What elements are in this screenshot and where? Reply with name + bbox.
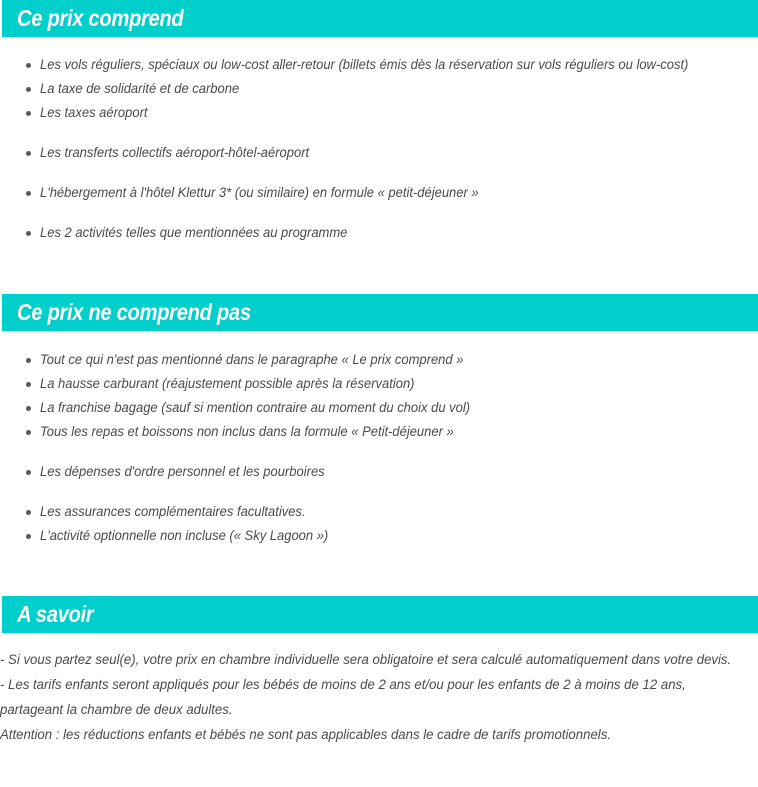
section-header-not-included: [2, 294, 758, 331]
bullet-dot-icon: [26, 63, 31, 68]
note-paragraph: [0, 673, 750, 723]
list-item: [0, 529, 758, 544]
bullet-dot-icon: [26, 111, 31, 116]
bullet-dot-icon: [26, 191, 31, 196]
bullet-dot-icon: [26, 382, 31, 387]
list-item-text: Les assurances complémentaires facultatives.: [40, 504, 306, 520]
note-text: Attention : les réductions enfants et bébés ne sont pas applicables dans le cadre de tarifs promotionnels.: [0, 727, 611, 743]
section-header-good-to-know: [2, 596, 758, 633]
bullet-dot-icon: [26, 430, 31, 435]
section-title-not-included: Ce prix ne comprend pas: [17, 299, 251, 325]
good-to-know-notes: [0, 648, 758, 748]
list-item: [0, 226, 758, 241]
list-item-text: L'activité optionnelle non incluse (« Sky Lagoon »): [40, 528, 329, 544]
list-item: [0, 465, 758, 480]
section-title-good-to-know: A savoir: [17, 601, 94, 627]
bullet-dot-icon: [26, 358, 31, 363]
list-item: [0, 353, 758, 368]
note-paragraph: [0, 723, 750, 748]
list-item-text: Les dépenses d'ordre personnel et les pourboires: [40, 464, 325, 480]
list-item-text: Tous les repas et boissons non inclus dans la formule « Petit-déjeuner »: [40, 424, 454, 440]
list-item-text: Les taxes aéroport: [40, 105, 148, 121]
section-title-included: Ce prix comprend: [17, 5, 184, 31]
list-item: [0, 106, 758, 121]
note-paragraph: [0, 648, 750, 673]
section-header-included: [2, 0, 758, 37]
list-item: [0, 401, 758, 416]
list-item: [0, 58, 758, 73]
bullet-dot-icon: [26, 510, 31, 515]
list-item-text: Les vols réguliers, spéciaux ou low-cost aller-retour (billets émis dès la réservation sur vols réguliers ou low-cost): [40, 57, 689, 73]
list-item: [0, 505, 758, 520]
list-item-text: La franchise bagage (sauf si mention contraire au moment du choix du vol): [40, 400, 471, 416]
list-item-text: La taxe de solidarité et de carbone: [40, 81, 240, 97]
list-item-text: Les 2 activités telles que mentionnées au programme: [40, 225, 348, 241]
note-text: - Si vous partez seul(e), votre prix en chambre individuelle sera obligatoire et sera calculé automatiquement dans votre devis.: [0, 652, 732, 668]
list-item: [0, 425, 758, 440]
list-item: [0, 146, 758, 161]
bullet-dot-icon: [26, 231, 31, 236]
list-item-text: Les transferts collectifs aéroport-hôtel-aéroport: [40, 145, 310, 161]
bullet-dot-icon: [26, 406, 31, 411]
bullet-dot-icon: [26, 151, 31, 156]
list-item: [0, 377, 758, 392]
bullet-dot-icon: [26, 534, 31, 539]
bullet-dot-icon: [26, 470, 31, 475]
list-item: [0, 82, 758, 97]
list-item: [0, 186, 758, 201]
list-item-text: Tout ce qui n'est pas mentionné dans le paragraphe « Le prix comprend »: [40, 352, 464, 368]
list-item-text: L'hébergement à l'hôtel Klettur 3* (ou similaire) en formule « petit-déjeuner »: [40, 185, 479, 201]
note-text: - Les tarifs enfants seront appliqués pour les bébés de moins de 2 ans et/ou pour les enfants de 2 à moins de 12 ans, partageant la chambre de deux adultes.: [0, 677, 686, 718]
bullet-dot-icon: [26, 87, 31, 92]
list-item-text: La hausse carburant (réajustement possible après la réservation): [40, 376, 415, 392]
